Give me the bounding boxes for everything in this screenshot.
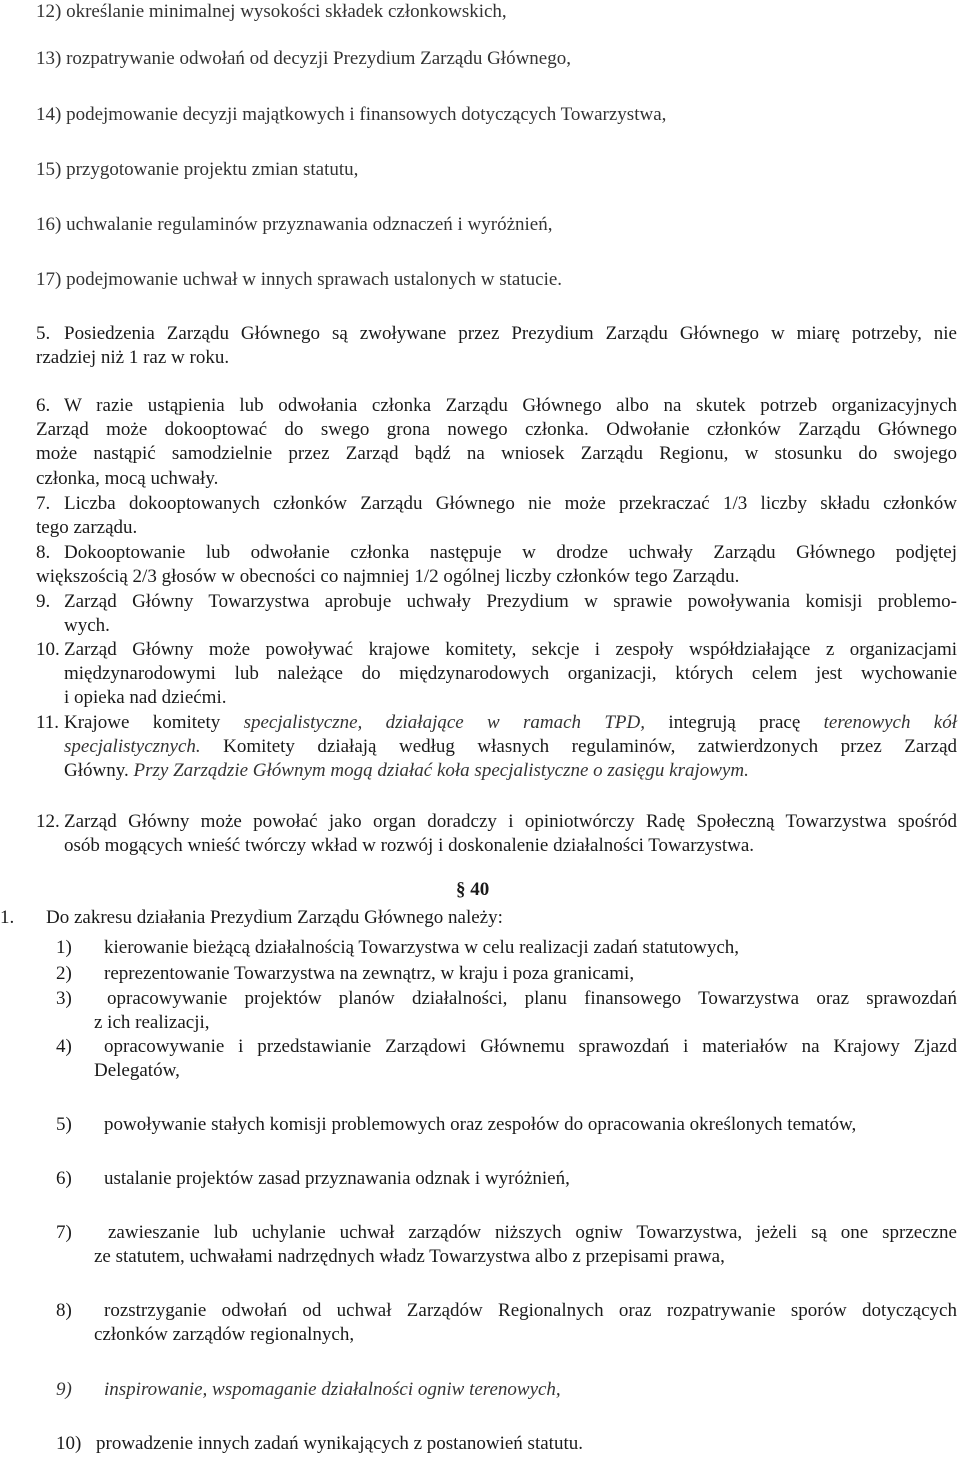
item-text: Delegatów,: [94, 1060, 180, 1081]
list-item-13: 13) rozpatrywanie odwołań od decyzji Prezydium Zarządu Głównego,: [36, 48, 571, 69]
paragraph-number: 5.: [36, 323, 51, 344]
paragraph-number: 8.: [36, 542, 51, 563]
section-heading: [456, 878, 489, 902]
paragraph-11-line: [64, 759, 749, 783]
paragraph-12-line: osób mogących wnieść twórczy wkład w rozwój i doskonalenie działalności Towarzystwa.: [64, 835, 755, 856]
paragraph-10-line: i opieka nad dziećmi.: [64, 687, 227, 708]
paragraph-9-line: wych.: [64, 615, 110, 636]
paragraph-12-line: Zarząd Główny może powołać jako organ doradczy i opiniotwórczy Radę Społeczną Towarzystwa spośród: [64, 811, 957, 832]
list-item-12: 12) określanie minimalnej wysokości składek członkowskich,: [36, 1, 507, 22]
paragraph-number: 6.: [36, 395, 51, 416]
paragraph-11-line: [64, 735, 957, 759]
item-text: inspirowanie, wspomaganie działalności ogniw terenowych,: [104, 1379, 561, 1400]
item-text: ustalanie projektów zasad przyznawania odznak i wyróżnień,: [104, 1168, 570, 1189]
paragraph-7-line: Liczba dokooptowanych członków Zarządu Głównego nie może przekraczać 1/3 liczby składu członków: [64, 493, 957, 514]
list-item-16: 16) uchwalanie regulaminów przyznawania odznaczeń i wyróżnień,: [36, 214, 553, 235]
item-number: 3): [56, 988, 72, 1009]
paragraph-number: 7.: [36, 493, 51, 514]
item-number: 4): [56, 1036, 72, 1057]
paragraph-11-text: Komitety działają według własnych regulaminów, zatwierdzonych przez Zarząd: [223, 736, 958, 757]
paragraph-6-line: członka, mocą uchwały.: [36, 468, 219, 489]
section-number: 40: [470, 879, 490, 900]
item-number: 10): [56, 1433, 82, 1454]
list-item-17: 17) podejmowanie uchwał w innych sprawach ustalonych w statucie.: [36, 269, 563, 290]
paragraph-9-line: Zarząd Główny Towarzystwa aprobuje uchwały Prezydium w sprawie powoływania komisji problemo-: [64, 591, 957, 612]
paragraph-5-line: Posiedzenia Zarządu Głównego są zwoływane przez Prezydium Zarządu Głównego w miarę potrzeby, nie: [64, 323, 957, 344]
paragraph-6-line: W razie ustąpienia lub odwołania członka Zarządu Głównego albo na skutek potrzeb organizacyjnych: [64, 395, 957, 416]
paragraph-6-line: Zarząd może dokooptować do swego grona nowego członka. Odwołanie członków Zarządu Głównego: [36, 419, 957, 440]
item-text: ze statutem, uchwałami nadrzędnych władz Towarzystwa albo z przepisami prawa,: [94, 1246, 725, 1267]
list-item-14: 14) podejmowanie decyzji majątkowych i finansowych dotyczących Towarzystwa,: [36, 104, 667, 125]
item-text: opracowywanie projektów planów działalności, planu finansowego Towarzystwa oraz sprawozdań: [107, 988, 957, 1009]
paragraph-10-line: Zarząd Główny może powoływać krajowe komitety, sekcje i zespoły współdziałające z organizacjami: [64, 639, 957, 660]
paragraph-7-line: tego zarządu.: [36, 517, 138, 538]
item-number: 8): [56, 1300, 72, 1321]
item-number: 5): [56, 1114, 72, 1135]
paragraph-number: 1.: [0, 907, 15, 928]
item-text: zawieszanie lub uchylanie uchwał zarządów niższych ogniw Towarzystwa, jeżeli są one sprzeczne: [108, 1222, 957, 1243]
item-text: prowadzenie innych zadań wynikających z postanowień statutu.: [96, 1433, 583, 1454]
item-text: opracowywanie i przedstawianie Zarządowi Głównemu sprawozdań i materiałów na Krajowy Zjazd: [104, 1036, 957, 1057]
section-symbol: §: [456, 879, 466, 900]
paragraph-11-text: Krajowe komitety: [64, 712, 221, 733]
paragraph-8-line: większością 2/3 głosów w obecności co najmniej 1/2 ogólnej liczby członków tego Zarządu.: [36, 566, 740, 587]
item-number: 9): [56, 1379, 72, 1400]
paragraph-11-italic-text: specjalistycznych.: [64, 736, 201, 757]
paragraph-8-line: Dokooptowanie lub odwołanie członka następuje w drodze uchwały Zarządu Głównego podjętej: [64, 542, 957, 563]
paragraph-11-italic-text: terenowych kół: [823, 712, 958, 733]
item-number: 7): [56, 1222, 72, 1243]
paragraph-11-italic-text: Przy Zarządzie Głównym mogą działać koła specjalistyczne o zasięgu krajowym.: [133, 760, 749, 781]
paragraph-5-line: rzadziej niż 1 raz w roku.: [36, 347, 230, 368]
item-number: 2): [56, 963, 72, 984]
item-text: członków zarządów regionalnych,: [94, 1324, 355, 1345]
item-text: rozstrzyganie odwołań od uchwał Zarządów Regionalnych oraz rozpatrywanie sporów dotyczących: [104, 1300, 957, 1321]
paragraph-number: 11.: [36, 712, 60, 733]
item-text: reprezentowanie Towarzystwa na zewnątrz, w kraju i poza granicami,: [104, 963, 635, 984]
item-text: kierowanie bieżącą działalnością Towarzystwa w celu realizacji zadań statutowych,: [104, 937, 740, 958]
paragraph-11-italic-text: specjalistyczne, działające w ramach TPD,: [243, 712, 646, 733]
paragraph-number: 9.: [36, 591, 51, 612]
paragraph-number: 10.: [36, 639, 60, 660]
item-number: 1): [56, 937, 72, 958]
paragraph-11-text: Główny.: [64, 760, 129, 781]
paragraph-11-text: integrują pracę: [668, 712, 801, 733]
item-text: z ich realizacji,: [94, 1012, 210, 1033]
paragraph-6-line: może nastąpić samodzielnie przez Zarząd bądź na wniosek Zarządu Regionu, w stosunku do swojego: [36, 443, 957, 464]
list-item-15: 15) przygotowanie projektu zmian statutu,: [36, 159, 359, 180]
section-40-intro: Do zakresu działania Prezydium Zarządu Głównego należy:: [46, 907, 503, 928]
paragraph-number: 12.: [36, 811, 60, 832]
item-text: powoływanie stałych komisji problemowych oraz zespołów do opracowania określonych tematów,: [104, 1114, 857, 1135]
paragraph-10-line: międzynarodowymi lub należące do międzynarodowych organizacji, których celem jest wychowanie: [64, 663, 957, 684]
item-number: 6): [56, 1168, 72, 1189]
paragraph-11-line: [64, 711, 957, 735]
